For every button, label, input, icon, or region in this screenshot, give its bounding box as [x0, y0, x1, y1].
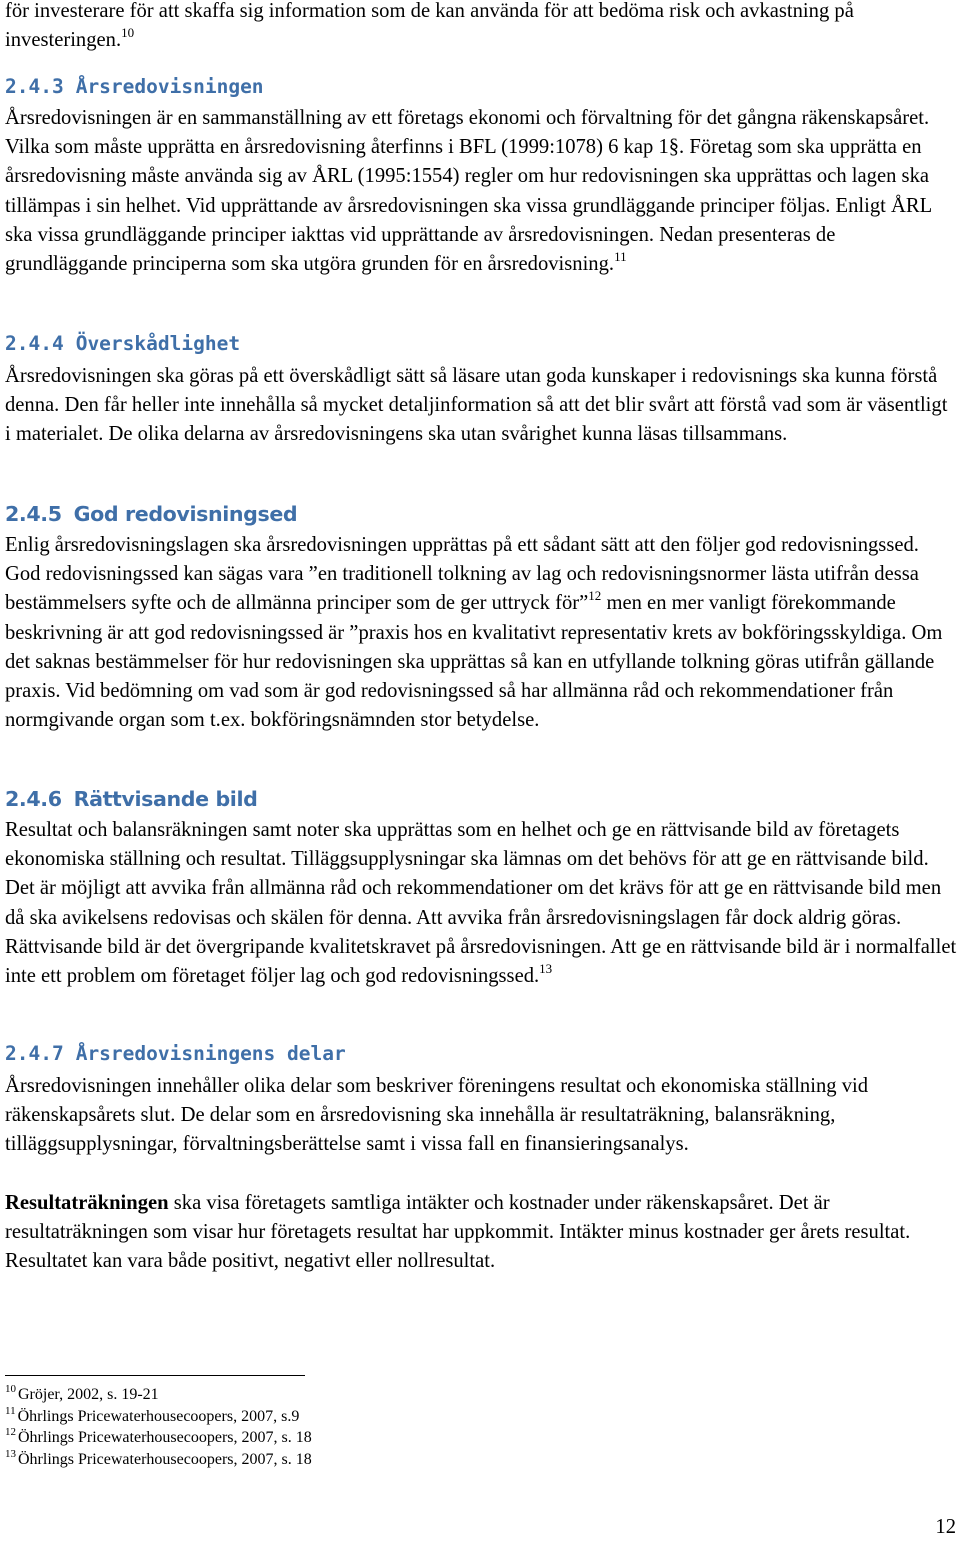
footnote-ref: 12 — [588, 588, 602, 604]
section-number: 2.4.3 — [5, 75, 64, 98]
section-heading-2-4-3 — [5, 72, 264, 102]
footnote-number: 13 — [5, 1448, 16, 1461]
intro-text: för investerare för att skaffa sig information som de kan använda för att bedöma risk och avkastning på investeringen. — [5, 0, 854, 52]
footnote-item — [5, 1406, 605, 1428]
section-title: Rättvisande bild — [73, 787, 258, 811]
footnote-text: Gröjer, 2002, s. 19-21 — [18, 1386, 159, 1403]
footnote-separator — [5, 1375, 305, 1376]
section-title: Överskådlighet — [75, 332, 241, 355]
section-heading-2-4-7 — [5, 1039, 346, 1069]
section-paragraph — [5, 1072, 958, 1160]
section-heading-2-4-4 — [5, 329, 240, 359]
footnote-ref: 13 — [539, 961, 553, 977]
section-paragraph — [5, 531, 958, 735]
intro-paragraph — [5, 0, 958, 55]
footnote-ref: 10 — [121, 25, 135, 41]
footnote-number: 11 — [5, 1404, 16, 1417]
section-number: 2.4.5 — [5, 502, 62, 526]
paragraph-text: Årsredovisningen innehåller olika delar som beskriver föreningens resultat och ekonomiska ställning vid räkenskapsårets slut. De delar som en årsredovisning ska innehålla är resultaträkning, balansräkning, tilläggsupplysningar, förvaltningsberättelse samt i vissa fall en finansieringsanalys. — [5, 1075, 869, 1156]
footnotes — [5, 1384, 605, 1471]
paragraph-text: ska visa företagets samtliga intäkter och kostnader under räkenskapsåret. Det är resultaträkningen som visar hur företagets resultat har uppkommit. Intäkter minus kostnader ger årets resultat. Resultatet kan vara både positivt, negativt eller nollresultat. — [5, 1192, 911, 1273]
section-number: 2.4.6 — [5, 787, 62, 811]
footnote-text: Öhrlings Pricewaterhousecoopers, 2007, s. 18 — [18, 1429, 312, 1447]
section-paragraph — [5, 362, 958, 450]
footnote-text: Öhrlings Pricewaterhousecoopers, 2007, s. 18 — [18, 1451, 312, 1469]
paragraph-text: Årsredovisningen är en sammanställning av ett företags ekonomi och förvaltning för det gångna räkenskapsåret. Vilka som måste upprätta en årsredovisning återfinns i BFL (1999:1078) 6 kap 1§. Företag som ska upprätta en årsredovisning måste använda sig av ÅRL (1995:1554) regler om hur redovisningen ska upprättas och lagen ska tillämpas i sin helhet. Vid upprättande av årsredovisningen ska vissa grundläggande principer följas. Enligt ÅRL ska vissa grundläggande principer iakttas vid upprättande av årsredovisningen. Nedan presenteras de grundläggande principerna som ska utgöra grunden för en årsredovisning. — [5, 107, 932, 276]
section-heading-2-4-5 — [5, 499, 297, 529]
footnote-text: Öhrlings Pricewaterhousecoopers, 2007, s.9 — [17, 1407, 300, 1425]
footnote-ref: 11 — [614, 249, 627, 265]
section-paragraph — [5, 104, 958, 279]
footnote-item — [5, 1384, 605, 1406]
section-number: 2.4.7 — [5, 1042, 64, 1065]
page-number: 12 — [935, 1516, 956, 1538]
paragraph-text-continued: men en mer vanligt förekommande beskrivning är att god redovisningssed är ”praxis hos en kvalitativt representativ krets av bokföringsskyldiga. Om det saknas bestämmelser för hur redovisningen ska upprättas så kan en utfyllande tolkning göras utifrån gällande praxis. Vid bedömning om vad som är god redovisningssed så har allmänna råd och rekommendationer från normgivande organ som t.ex. bokföringsnämnden stor betydelse. — [5, 592, 943, 732]
footnote-number: 12 — [5, 1426, 16, 1439]
paragraph-text: Årsredovisningen ska göras på ett överskådligt sätt så läsare utan goda kunskaper i redovisnings ska kunna förstå denna. Den får heller inte innehålla så mycket detaljinformation så att det blir svårt att förstå vad som är väsentligt i materialet. De olika delarna av årsredovisningens ska utan svårighet kunna läsas tillsammans. — [5, 365, 948, 446]
paragraph-text: Enlig årsredovisningslagen ska årsredovisningen upprättas på ett sådant sätt att den följer god redovisningssed. God redovisningssed kan sägas vara ”en traditionell tolkning av lag och redovisningsnormer lästa utifrån dessa bestämmelsers syfte och de allmänna principer som de ger uttryck för” — [5, 534, 919, 615]
footnote-number: 10 — [5, 1383, 16, 1395]
footnote-item — [5, 1427, 605, 1449]
section-heading-2-4-6 — [5, 784, 257, 814]
section-paragraph — [5, 816, 958, 991]
paragraph-bold-lead: Resultaträkningen — [5, 1192, 169, 1214]
section-title: Årsredovisningen — [75, 75, 264, 98]
section-title: God redovisningsed — [73, 502, 298, 526]
section-title: Årsredovisningens delar — [75, 1042, 346, 1065]
footnote-item — [5, 1449, 605, 1471]
paragraph-text: Resultat och balansräkningen samt noter ska upprättas som en helhet och ge en rättvisande bild av företagets ekonomiska ställning och resultat. Tilläggsupplysningar ska lämnas om det behövs för att ge en rättvisande bild. Det är möjligt att avvika från allmänna råd och rekommendationer om det krävs för att ge en rättvisande bild men då ska avikelsens redovisas och skälen för denna. Att avvika från årsredovisningslagen får dock aldrig göras. Rättvisande bild är det övergripande kvalitetskravet på årsredovisningen. Att ge en rättvisande bild är i normalfallet inte ett problem om företaget följer lag och god redovisningssed. — [5, 819, 957, 988]
section-paragraph — [5, 1189, 958, 1277]
section-number: 2.4.4 — [5, 332, 64, 355]
